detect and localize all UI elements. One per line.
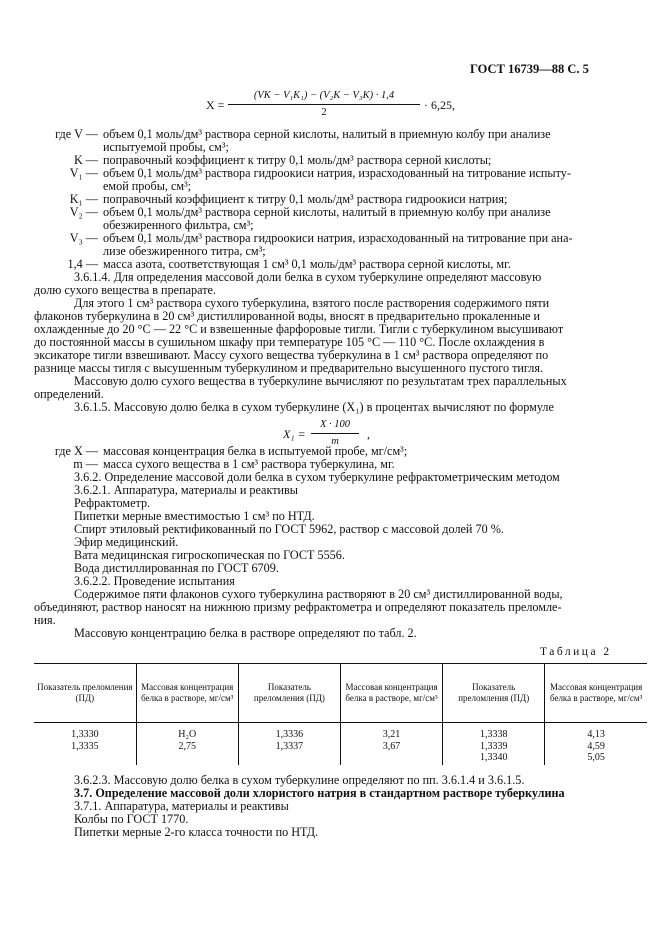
formula-1-fraction-bar — [228, 104, 420, 105]
table-row — [34, 723, 647, 765]
page-header: ГОСТ 16739—88 С. 5 — [470, 62, 589, 76]
formula-2-lhs: X₁ = — [283, 427, 306, 441]
formula-1-tail: · 6,25, — [424, 98, 455, 112]
formula-1-denominator: 2 — [321, 107, 327, 118]
paragraph-line: 3.6.1.5. Массовую долю белка в сухом туберкулине (X₁) в процентах вычисляют по формуле — [74, 400, 554, 414]
formula-2-numerator: X · 100 — [319, 419, 351, 430]
paragraph-line: определений. — [34, 387, 104, 401]
formula-1-numerator: (VK − V₁K₁) − (V₂K − V₃K) · 1,4 — [253, 90, 395, 101]
table-cell: 1,3338 1,3339 1,3340 — [443, 723, 545, 765]
paragraph-line: Эфир медицинский. — [74, 535, 179, 549]
paragraph-line: Содержимое пяти флаконов сухого туберкулина растворяют в 20 см³ дистиллированной воды, — [74, 587, 563, 601]
paragraph-line: разнице массы тигля с высушенным туберкулином и предварительно высушенного пустого тигля. — [34, 361, 544, 375]
refraction-table — [34, 663, 647, 765]
paragraph-line: 3.6.2.2. Проведение испытания — [74, 574, 235, 588]
paragraph-line: флаконов туберкулина в 20 см³ дистиллированной воды, вносят в предварительно прокаленные и — [34, 309, 540, 323]
paragraph-line: Для этого 1 см³ раствора сухого туберкулина, взятого после растворения содержимого пяти — [74, 296, 550, 310]
paragraph-line: 3.6.2.1. Аппаратура, материалы и реактивы — [74, 483, 298, 497]
formula-2-tail: , — [367, 427, 370, 441]
paragraph-line: Пипетки мерные вместимостью 1 см³ по НТД. — [74, 509, 315, 523]
paragraph-line: до постоянной массы в сушильном шкафу при температуре 105 °С — 110 °С. После охлаждения в — [34, 335, 545, 349]
paragraph-line: Пипетки мерные 2-го класса точности по НТД. — [74, 825, 319, 839]
paragraph-line: эксикаторе тигли взвешивают. Массу сухого вещества туберкулина в 1 см³ раствора определяют по — [34, 348, 549, 362]
paragraph-line: 3.6.2. Определение массовой доли белка в сухом туберкулине рефрактометрическим методом — [74, 470, 560, 484]
table-header-cell: Массовая концентрация белка в растворе, мг/см³ — [340, 664, 442, 723]
table-header-cell: Показатель преломления (ПД) — [34, 664, 136, 723]
paragraph-line: 3.7.1. Аппаратура, материалы и реактивы — [74, 799, 289, 813]
paragraph-line: Спирт этиловый ректификованный по ГОСТ 5962, раствор с массовой долей 70 %. — [74, 522, 504, 536]
paragraph-line: 3.6.2.3. Массовую долю белка в сухом туберкулине определяют по пп. 3.6.1.4 и 3.6.1.5. — [74, 773, 525, 787]
paragraph-line: Рефрактометр. — [74, 496, 151, 510]
table-cell: 4,13 4,59 5,05 — [545, 723, 647, 765]
paragraph-line: Колбы по ГОСТ 1770. — [74, 812, 189, 826]
table-cell: H₂O 2,75 — [136, 723, 238, 765]
paragraph-line: Вода дистиллированная по ГОСТ 6709. — [74, 561, 279, 575]
table-cell: 1,3330 1,3335 — [71, 729, 99, 752]
formula-1-lhs: X = — [206, 98, 225, 112]
table-caption: Таблица 2 — [540, 646, 612, 658]
table-header-cell: Показатель преломления (ПД) — [443, 664, 545, 723]
paragraph-line: Массовую концентрацию белка в растворе определяют по табл. 2. — [74, 626, 417, 640]
paragraph-line: Массовую долю сухого вещества в туберкулине вычисляют по результатам трех параллельных — [74, 374, 567, 388]
formula-2-fraction-bar — [311, 433, 359, 434]
paragraph-line: долю сухого вещества в препарате. — [34, 283, 216, 297]
table-cell: 3,21 3,67 — [340, 723, 442, 765]
paragraph-line: охлажденные до 20 °С — 22 °С и взвешенные фарфоровые тигли. Тигли с туберкулином высушивают — [34, 322, 564, 336]
formula-2-denominator: m — [331, 436, 339, 447]
paragraph-line: объединяют, раствор наносят на нижнюю призму рефрактометра и определяют показатель преломле- — [34, 600, 562, 614]
table-header-cell: Показатель преломления (ПД) — [238, 664, 340, 723]
table-cell: 1,3336 1,3337 — [238, 723, 340, 765]
paragraph-line: 3.6.1.4. Для определения массовой доли белка в сухом туберкулине определяют массовую — [74, 270, 542, 284]
section-heading: 3.7. Определение массовой доли хлористого натрия в стандартном растворе туберкулина — [74, 786, 565, 800]
table-header-cell: Массовая концентрация белка в растворе, мг/см³ — [545, 664, 647, 723]
paragraph-line: ния. — [34, 613, 56, 627]
table-header-cell: Массовая концентрация белка в растворе, мг/см³ — [136, 664, 238, 723]
paragraph-line: Вата медицинская гигроскопическая по ГОСТ 5556. — [74, 548, 345, 562]
